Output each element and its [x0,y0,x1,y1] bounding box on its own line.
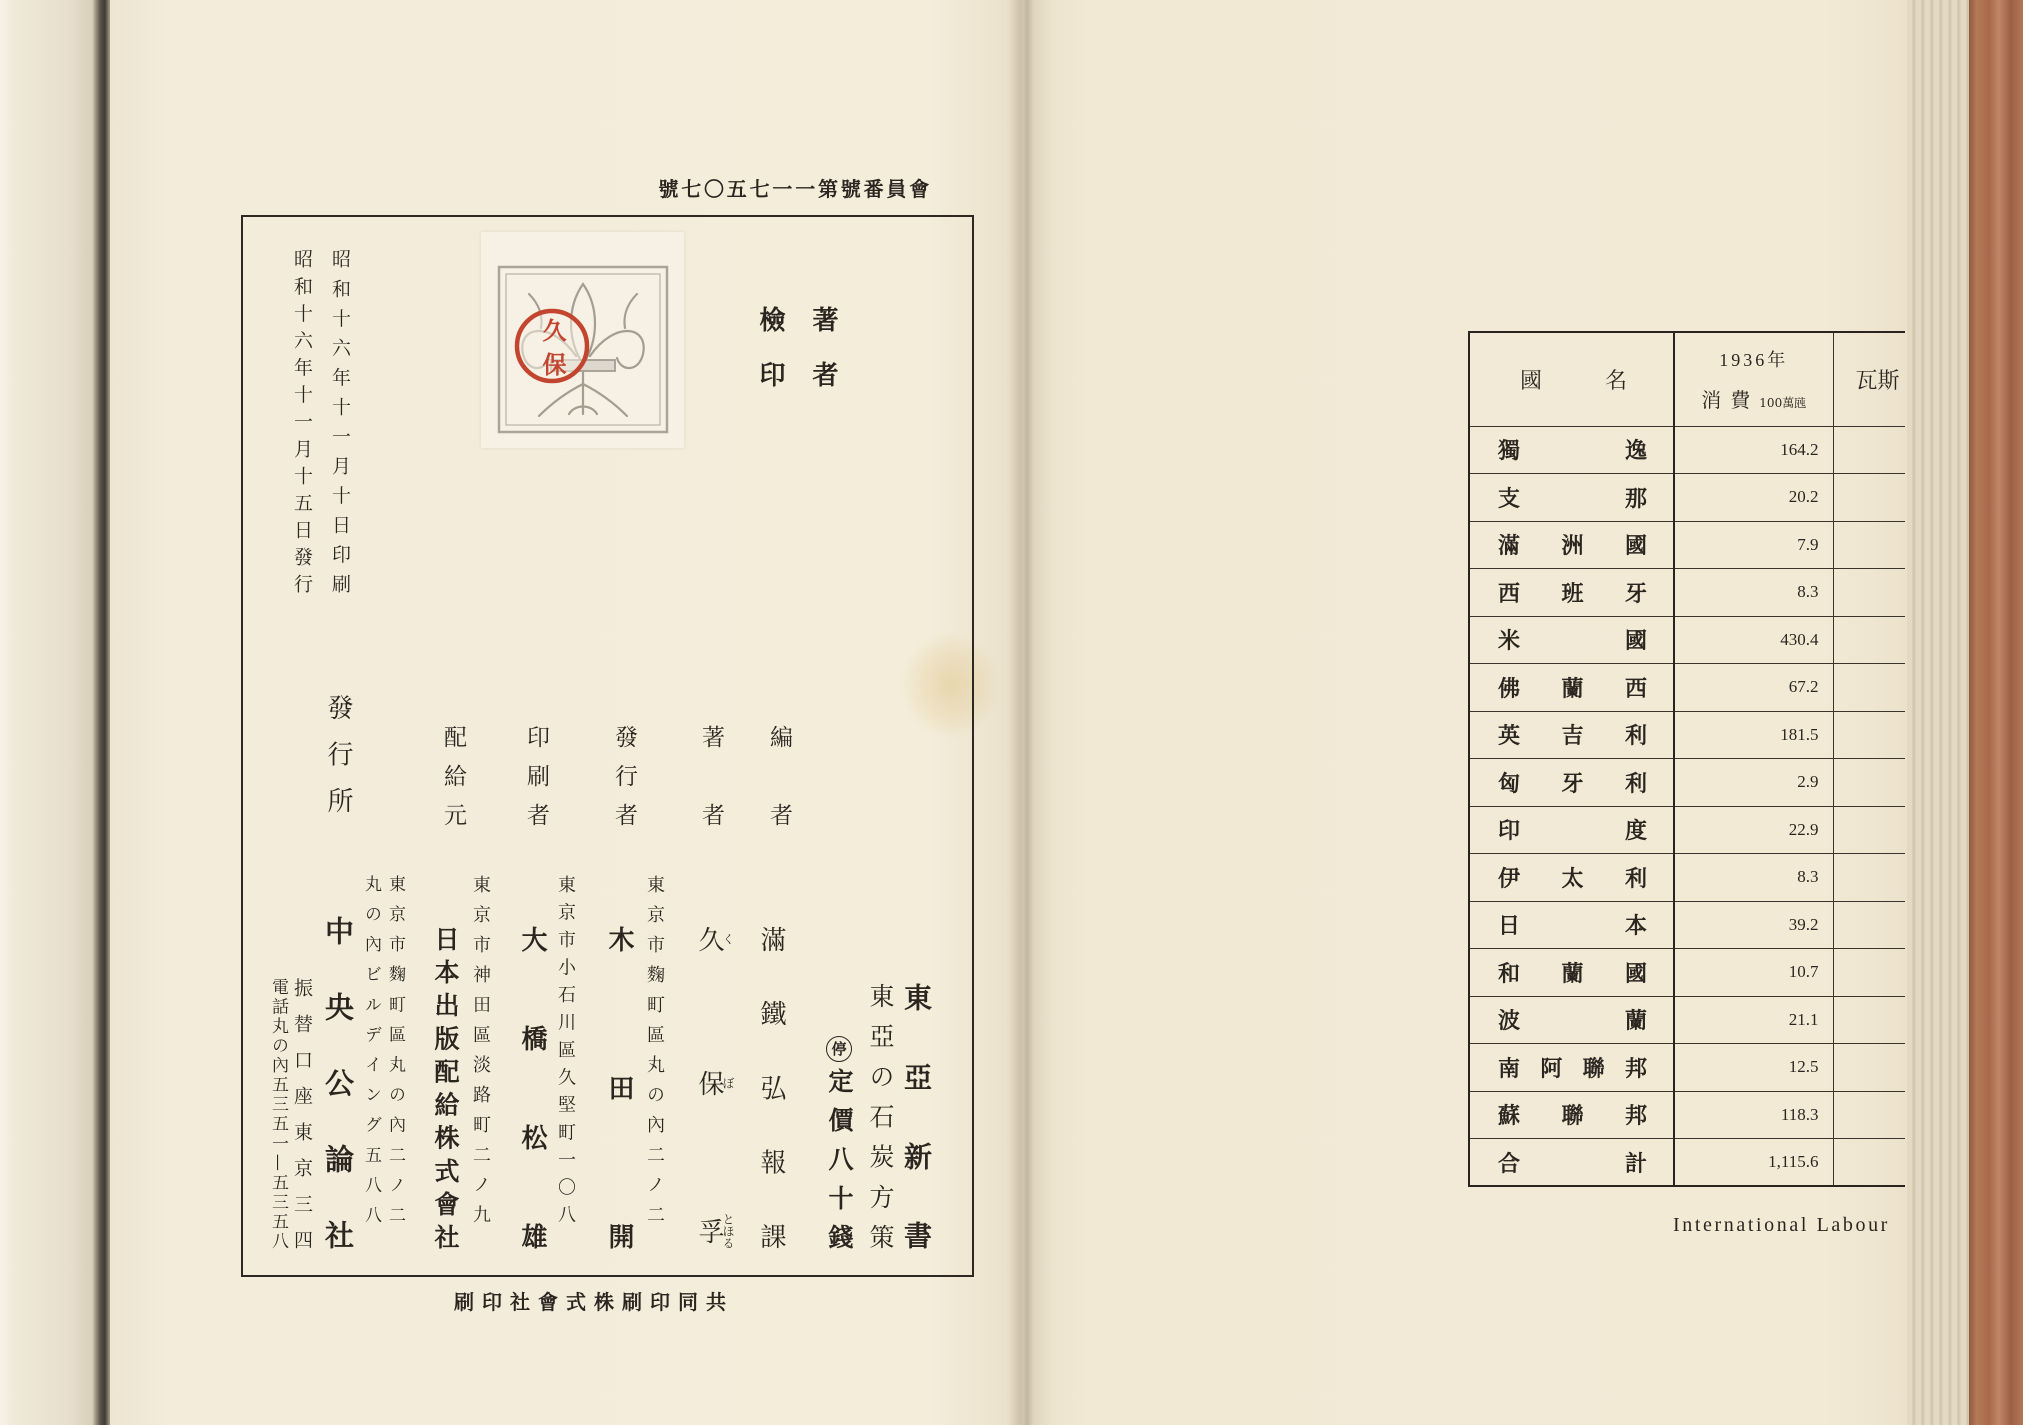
table-row [1469,569,1905,617]
seal-check-label: 檢印 [755,306,785,387]
consumption-cell: 118.3 [1674,1091,1833,1139]
page-edges [1907,0,1969,1425]
table-row [1469,521,1905,569]
consumption-cell: 20.2 [1674,474,1833,522]
left-book-edge [0,0,110,1425]
distributor-address: 東京市神田區淡路町二ノ九 [470,875,491,1223]
author-name [690,926,734,1249]
consumption-cell: 430.4 [1674,616,1833,664]
next-column-cell [1833,1044,1905,1092]
consumption-cell: 67.2 [1674,664,1833,712]
country-cell: 獨逸 [1469,426,1674,474]
country-cell: 西班牙 [1469,569,1674,617]
next-column-cell [1833,806,1905,854]
country-cell: 印度 [1469,806,1674,854]
country-cell: 和蘭國 [1469,949,1674,997]
distributor-label: 配給元 [440,725,466,826]
publishing-house-label: 發行所 [323,694,353,813]
header-consumption-line [1675,384,1833,413]
next-column-cell [1833,711,1905,759]
country-cell: 支那 [1469,474,1674,522]
author-label: 著者 [698,725,724,826]
publisher-address: 東京市麴町區丸の內二ノ二 [644,875,665,1223]
table-row [1469,711,1905,759]
total-value-cell: 1,115.6 [1674,1139,1833,1187]
header-year: 1936年 [1719,349,1789,370]
table-row [1469,759,1905,807]
author-name-reading: とほる [721,1213,735,1249]
total-label-cell: 合計 [1469,1139,1674,1187]
country-cell: 波蘭 [1469,996,1674,1044]
editor-name: 滿鐵弘報課 [756,926,786,1249]
table-row [1469,996,1905,1044]
next-column-cell [1833,664,1905,712]
printer-label: 印刷者 [523,725,549,826]
table-row [1469,664,1905,712]
country-cell: 英吉利 [1469,711,1674,759]
publisher-name: 木田開 [604,926,634,1249]
table-row [1469,949,1905,997]
table-row [1469,901,1905,949]
next-column-cell [1833,569,1905,617]
country-cell: 米國 [1469,616,1674,664]
next-column-cell [1833,759,1905,807]
header-country: 國名 [1469,332,1674,426]
seal-author-label: 著者 [808,306,838,387]
fleur-de-lis-icon [481,232,684,448]
next-column-cell [1833,474,1905,522]
consumption-cell: 8.3 [1674,854,1833,902]
country-cell: 佛蘭西 [1469,664,1674,712]
member-number: 會員番號第一一七五〇七號 [658,177,932,201]
publishing-house-address: 東京市麴町區丸の內二ノ二 [385,875,405,1223]
consumption-cell: 39.2 [1674,901,1833,949]
table-source-note: International Labour [1673,1214,1890,1236]
price-control-mark-icon: 停 [826,1036,852,1062]
consumption-cell: 21.1 [1674,996,1833,1044]
table-header-row [1469,332,1905,426]
book-series: 東亞新書 [900,983,933,1249]
seal-stamp-text: 久保 [538,318,567,376]
publishing-house-transfer-account: 振替口座東京三四 [291,978,313,1249]
table-row [1469,426,1905,474]
country-cell: 伊太利 [1469,854,1674,902]
table-total-row [1469,1139,1905,1187]
author-name-reading: ぼ [721,1069,735,1096]
header-consumption-label: 消費 [1701,387,1760,412]
publishing-house-name: 中央公論社 [321,916,355,1249]
printer-name: 大橋松雄 [517,926,547,1249]
table-row [1469,1044,1905,1092]
publisher-label: 發行者 [611,725,637,826]
next-column-cell [1833,854,1905,902]
consumption-cell: 2.9 [1674,759,1833,807]
print-date: 昭和十六年十一月十日印刷 [329,249,351,593]
table-row [1469,806,1905,854]
consumption-cell: 8.3 [1674,569,1833,617]
publishing-house-phone: 電話丸の內五三五一—五三五八 [268,978,288,1249]
publish-date: 昭和十六年十一月十五日發行 [291,249,313,593]
table-row [1469,474,1905,522]
editor-label: 編者 [766,725,792,826]
country-cell: 蘇聯邦 [1469,1091,1674,1139]
consumption-cell: 181.5 [1674,711,1833,759]
next-column-cell [1833,1091,1905,1139]
printer-address: 東京市小石川區久堅町一〇八 [555,875,576,1223]
next-column-cell [1833,949,1905,997]
header-unit: 100萬瓲 [1759,395,1807,410]
table-row [1469,616,1905,664]
next-column-cell [1833,521,1905,569]
author-name-char: 保ぼ [694,1069,735,1096]
table-row [1469,854,1905,902]
page-gutter [1008,0,1052,1425]
header-consumption [1674,332,1833,426]
consumption-cell: 12.5 [1674,1044,1833,1092]
coal-consumption-table [1468,331,1905,1187]
author-name-char: 孚とほる [694,1213,735,1249]
coal-table-wrapper [1468,331,1905,1191]
country-cell: 日本 [1469,901,1674,949]
country-cell: 匈牙利 [1469,759,1674,807]
book-price: 定價八十錢 [825,1068,854,1249]
printing-company-footer: 共同印刷株式會社印刷 [454,1290,734,1314]
book-cover-edge [1969,0,2023,1425]
country-cell: 滿洲國 [1469,521,1674,569]
author-seal-stamp [481,232,684,448]
consumption-cell: 7.9 [1674,521,1833,569]
table-row [1469,1091,1905,1139]
next-column-cell [1833,1139,1905,1187]
book-title: 東亞の石炭方策 [866,983,895,1249]
consumption-cell: 164.2 [1674,426,1833,474]
author-name-reading: く [721,926,735,952]
publishing-house-address: 丸の內ビルデイング五八八 [361,875,381,1223]
consumption-cell: 10.7 [1674,949,1833,997]
header-next-column: 瓦斯 [1833,332,1905,426]
country-cell: 南阿聯邦 [1469,1044,1674,1092]
distributor-name: 日本出版配給株式會社 [431,926,460,1249]
next-column-cell [1833,426,1905,474]
author-name-char: 久く [694,926,735,952]
next-column-cell [1833,616,1905,664]
consumption-cell: 22.9 [1674,806,1833,854]
next-column-cell [1833,996,1905,1044]
next-column-cell [1833,901,1905,949]
